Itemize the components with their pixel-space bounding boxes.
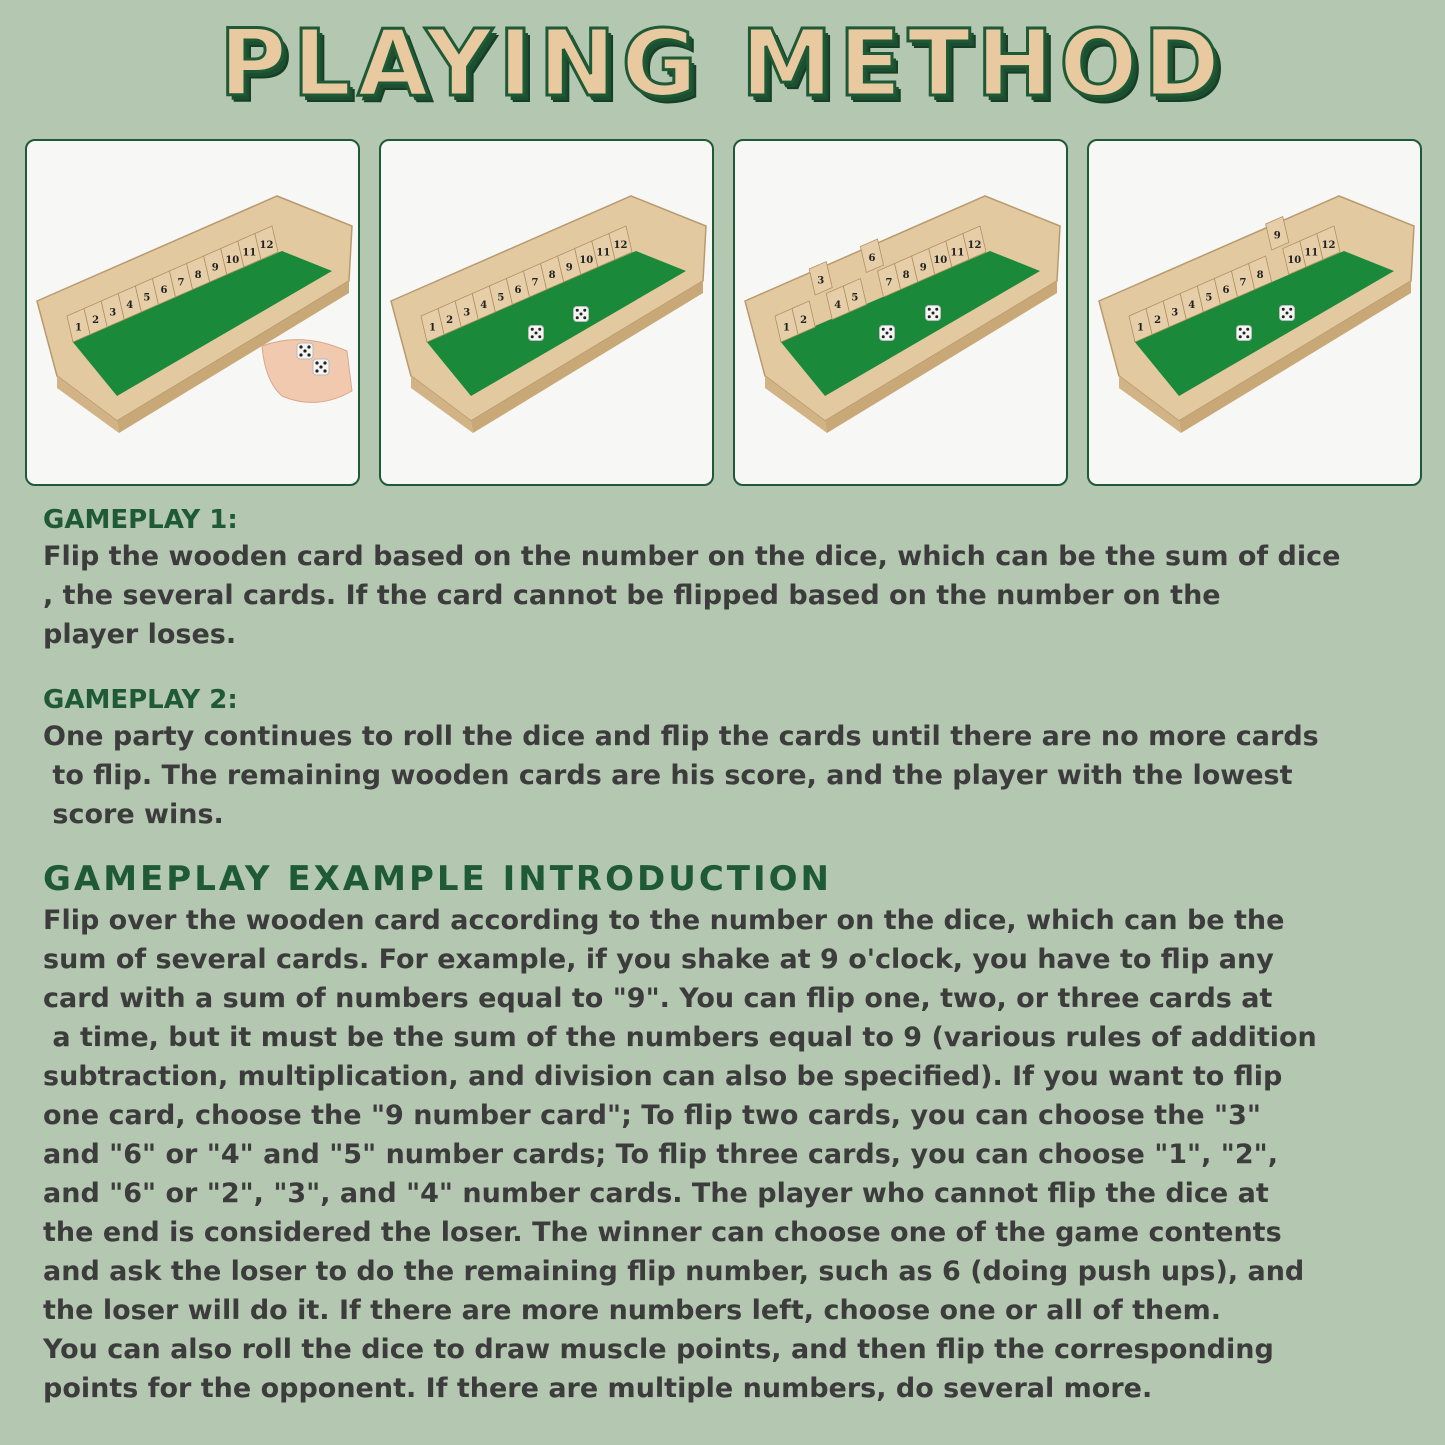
gameplay-1-heading: GAMEPLAY 1: xyxy=(43,505,238,535)
svg-text:11: 11 xyxy=(596,247,611,259)
svg-text:1: 1 xyxy=(429,322,437,334)
svg-text:2: 2 xyxy=(800,314,808,326)
dice-icon xyxy=(1237,326,1252,341)
svg-text:11: 11 xyxy=(950,247,965,259)
svg-text:6: 6 xyxy=(1222,284,1230,296)
svg-text:12: 12 xyxy=(1321,239,1336,251)
svg-text:4: 4 xyxy=(480,299,488,311)
svg-text:1: 1 xyxy=(75,322,83,334)
dice-icon xyxy=(574,307,589,322)
svg-text:3: 3 xyxy=(109,307,117,319)
svg-text:5: 5 xyxy=(143,292,151,304)
dice-icon xyxy=(926,306,941,321)
gameplay-2-section xyxy=(43,683,1433,834)
svg-text:7: 7 xyxy=(1239,277,1247,289)
page-title: PLAYING METHOD xyxy=(219,10,1226,117)
svg-text:6: 6 xyxy=(514,284,522,296)
svg-text:7: 7 xyxy=(177,277,185,289)
svg-text:1: 1 xyxy=(783,322,791,334)
dice-icon xyxy=(880,326,895,341)
svg-text:2: 2 xyxy=(1154,314,1162,326)
svg-text:2: 2 xyxy=(92,314,100,326)
svg-text:4: 4 xyxy=(834,299,842,311)
gameplay-2-heading: GAMEPLAY 2: xyxy=(43,685,238,715)
board-illustration xyxy=(735,141,1066,484)
example-section xyxy=(43,857,1433,1408)
svg-text:3: 3 xyxy=(463,307,471,319)
svg-text:4: 4 xyxy=(126,299,134,311)
board-illustration xyxy=(27,141,358,484)
svg-text:2: 2 xyxy=(446,314,454,326)
board-illustration xyxy=(381,141,712,484)
svg-text:9: 9 xyxy=(565,262,573,274)
gameplay-2-text: One party continues to roll the dice and flip the cards until there are no more cards to flip. The remaining wooden cards are his score, and the player with the lowest score wins. xyxy=(43,721,1319,830)
svg-text:6: 6 xyxy=(160,284,168,296)
svg-text:12: 12 xyxy=(967,239,982,251)
svg-text:8: 8 xyxy=(902,269,910,281)
svg-text:12: 12 xyxy=(613,239,628,251)
svg-text:7: 7 xyxy=(885,277,893,289)
svg-text:9: 9 xyxy=(211,262,219,274)
dice-icon xyxy=(529,326,544,341)
svg-text:1: 1 xyxy=(1137,322,1145,334)
svg-text:8: 8 xyxy=(548,269,556,281)
photo-panel-4 xyxy=(1087,139,1422,486)
photo-panel-3 xyxy=(733,139,1068,486)
svg-text:10: 10 xyxy=(933,254,948,266)
gameplay-1-text: Flip the wooden card based on the number on the dice, which can be the sum of dice , the several cards. If the card cannot be flipped based on the number on the player loses. xyxy=(43,541,1341,650)
svg-text:8: 8 xyxy=(194,269,202,281)
svg-text:10: 10 xyxy=(225,254,240,266)
svg-text:5: 5 xyxy=(851,292,859,304)
svg-text:7: 7 xyxy=(531,277,539,289)
svg-text:3: 3 xyxy=(817,275,825,287)
board-illustration xyxy=(1089,141,1420,484)
svg-text:8: 8 xyxy=(1256,269,1264,281)
svg-text:9: 9 xyxy=(919,262,927,274)
example-heading: GAMEPLAY EXAMPLE INTRODUCTION xyxy=(43,859,832,899)
svg-text:6: 6 xyxy=(868,252,876,264)
svg-text:9: 9 xyxy=(1273,230,1281,242)
svg-text:3: 3 xyxy=(1171,307,1179,319)
dice-icon xyxy=(313,359,329,375)
svg-text:11: 11 xyxy=(242,247,257,259)
svg-text:10: 10 xyxy=(1287,254,1302,266)
svg-text:5: 5 xyxy=(1205,292,1213,304)
svg-text:10: 10 xyxy=(579,254,594,266)
gameplay-1-section xyxy=(43,503,1433,654)
svg-text:11: 11 xyxy=(1304,247,1319,259)
dice-icon xyxy=(1280,306,1295,321)
svg-text:5: 5 xyxy=(497,292,505,304)
photo-panel-1 xyxy=(25,139,360,486)
photo-panels xyxy=(25,139,1421,485)
example-text: Flip over the wooden card according to the number on the dice, which can be the sum of several cards. For example, if you shake at 9 o'clock, you have to flip any card with a sum of numbers equal to "9". You can flip one, two, or three cards at a time, but it must be the sum of the numbers equal to 9 (various rules of addition subtraction, multiplication, and division can also be specified). If you want to flip one card, choose the "9 number card"; To flip two cards, you can choose the "3" and "6" or "4" and "5" number cards; To flip three cards, you can choose "1", "2", and "6" or "2", "3", and "4" number cards. The player who cannot flip the dice at the end is considered the loser. The winner can choose one of the game contents and ask the loser to do the remaining flip number, such as 6 (doing push ups), and the loser will do it. If there are more numbers left, choose one or all of them. You can also roll the dice to draw muscle points, and then flip the corresponding points for the opponent. If there are multiple numbers, do several more. xyxy=(43,905,1317,1404)
svg-text:12: 12 xyxy=(259,239,274,251)
photo-panel-2 xyxy=(379,139,714,486)
dice-icon xyxy=(297,343,313,359)
svg-text:4: 4 xyxy=(1188,299,1196,311)
